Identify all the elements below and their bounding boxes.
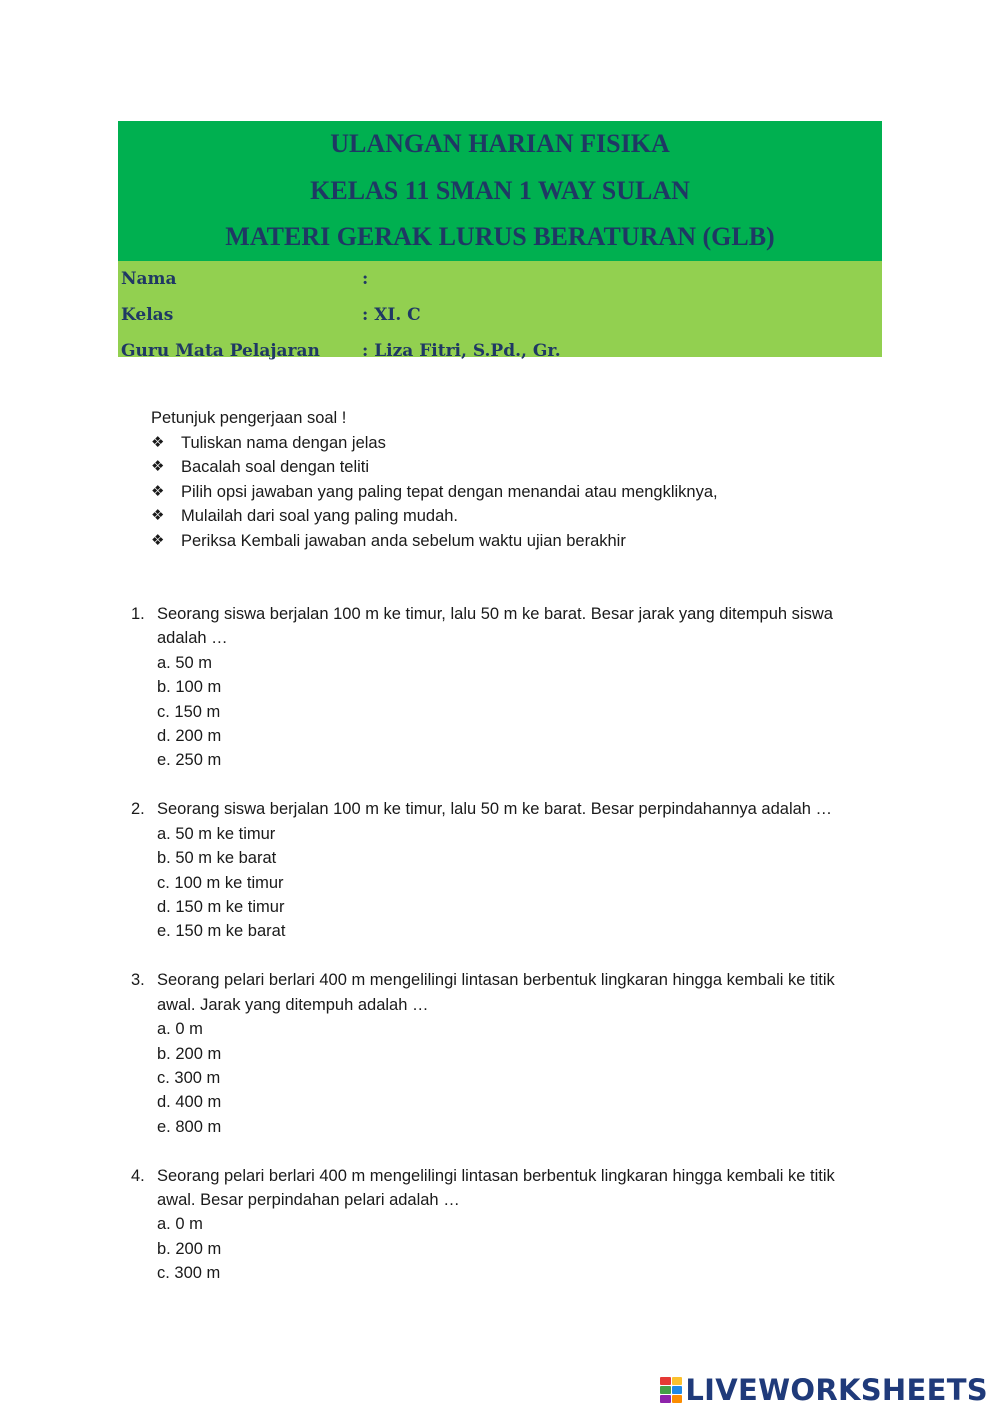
title-block bbox=[118, 121, 882, 261]
instruction-text: Tuliskan nama dengan jelas bbox=[181, 433, 386, 452]
logo-block bbox=[660, 1386, 671, 1394]
logo-block bbox=[660, 1377, 671, 1385]
info-value: : Liza Fitri, S.Pd., Gr. bbox=[362, 341, 561, 361]
info-label: Kelas bbox=[121, 305, 174, 325]
answer-option[interactable]: a. 50 m ke timur bbox=[157, 824, 276, 843]
answer-option[interactable]: e. 800 m bbox=[157, 1117, 222, 1136]
question-4 bbox=[131, 1164, 871, 1286]
answer-option[interactable]: a. 0 m bbox=[157, 1215, 203, 1234]
diamond-bullet-icon: ❖ bbox=[151, 482, 165, 500]
question-text: Seorang siswa berjalan 100 m ke timur, lalu 50 m ke barat. Besar jarak yang ditempuh siswa adalah … bbox=[157, 605, 833, 648]
answer-option[interactable]: c. 150 m bbox=[157, 702, 221, 721]
diamond-bullet-icon: ❖ bbox=[151, 433, 165, 451]
question-1 bbox=[131, 602, 871, 773]
logo-block bbox=[672, 1386, 683, 1394]
answer-option[interactable]: a. 0 m bbox=[157, 1020, 203, 1039]
question-2 bbox=[131, 797, 871, 943]
diamond-bullet-icon: ❖ bbox=[151, 458, 165, 475]
answer-option[interactable]: e. 150 m ke barat bbox=[157, 922, 286, 941]
answer-option[interactable]: b. 100 m bbox=[157, 678, 222, 697]
logo-block bbox=[672, 1377, 683, 1385]
question-list bbox=[131, 602, 871, 1310]
student-info-block bbox=[118, 261, 882, 361]
answer-option[interactable]: b. 200 m bbox=[157, 1239, 222, 1258]
question-text: Seorang siswa berjalan 100 m ke timur, lalu 50 m ke barat. Besar perpindahannya adalah … bbox=[157, 800, 833, 819]
info-row-guru bbox=[118, 333, 882, 369]
info-label: Guru Mata Pelajaran bbox=[121, 341, 320, 361]
instruction-item bbox=[151, 480, 911, 505]
instruction-item bbox=[151, 455, 911, 480]
brand-name: LIVEWORKSHEETS bbox=[685, 1373, 988, 1407]
info-row-nama bbox=[118, 261, 882, 297]
question-text: Seorang pelari berlari 400 m mengelilingi lintasan berbentuk lingkaran hingga kembali ke titik awal. Jarak yang ditempuh adalah … bbox=[157, 971, 835, 1014]
diamond-bullet-icon: ❖ bbox=[151, 507, 165, 524]
answer-option[interactable]: d. 150 m ke timur bbox=[157, 897, 285, 916]
worksheet-header bbox=[118, 121, 882, 361]
instruction-text: Mulailah dari soal yang paling mudah. bbox=[181, 507, 459, 525]
instruction-text: Pilih opsi jawaban yang paling tepat dengan menandai atau mengkliknya, bbox=[181, 482, 718, 501]
answer-option[interactable]: b. 200 m bbox=[157, 1044, 222, 1063]
title-line-2: KELAS 11 SMAN 1 WAY SULAN bbox=[310, 175, 690, 205]
question-number: 3. bbox=[131, 971, 145, 990]
info-value: : bbox=[362, 269, 369, 289]
question-number: 1. bbox=[131, 605, 145, 623]
info-label: Nama bbox=[121, 269, 177, 289]
title-line-1: ULANGAN HARIAN FISIKA bbox=[330, 129, 670, 158]
title-line-3: MATERI GERAK LURUS BERATURAN (GLB) bbox=[225, 222, 775, 252]
liveworksheets-logo[interactable] bbox=[660, 1372, 988, 1408]
info-value: : XI. C bbox=[362, 305, 421, 325]
answer-option[interactable]: c. 100 m ke timur bbox=[157, 873, 284, 892]
instructions-title: Petunjuk pengerjaan soal ! bbox=[151, 409, 347, 427]
answer-option[interactable]: b. 50 m ke barat bbox=[157, 849, 277, 868]
question-text: Seorang pelari berlari 400 m mengelilingi lintasan berbentuk lingkaran hingga kembali ke titik awal. Besar perpindahan pelari adalah … bbox=[157, 1166, 835, 1210]
answer-option[interactable]: a. 50 m bbox=[157, 653, 213, 672]
instruction-text: Bacalah soal dengan teliti bbox=[181, 458, 370, 476]
instructions bbox=[151, 406, 911, 553]
question-3 bbox=[131, 968, 871, 1139]
answer-option[interactable]: d. 200 m bbox=[157, 727, 222, 746]
instruction-item bbox=[151, 431, 911, 456]
liveworksheets-logo-icon bbox=[660, 1377, 682, 1403]
question-number: 2. bbox=[131, 800, 145, 819]
answer-option[interactable]: c. 300 m bbox=[157, 1068, 221, 1087]
answer-option[interactable]: e. 250 m bbox=[157, 751, 222, 770]
question-number: 4. bbox=[131, 1166, 145, 1185]
answer-option[interactable]: c. 300 m bbox=[157, 1264, 221, 1283]
instruction-item bbox=[151, 504, 911, 529]
instruction-item bbox=[151, 529, 911, 554]
info-row-kelas bbox=[118, 297, 882, 333]
diamond-bullet-icon: ❖ bbox=[151, 531, 165, 549]
logo-block bbox=[660, 1395, 671, 1403]
answer-option[interactable]: d. 400 m bbox=[157, 1093, 222, 1112]
logo-block bbox=[672, 1395, 683, 1403]
instruction-text: Periksa Kembali jawaban anda sebelum waktu ujian berakhir bbox=[181, 531, 626, 550]
